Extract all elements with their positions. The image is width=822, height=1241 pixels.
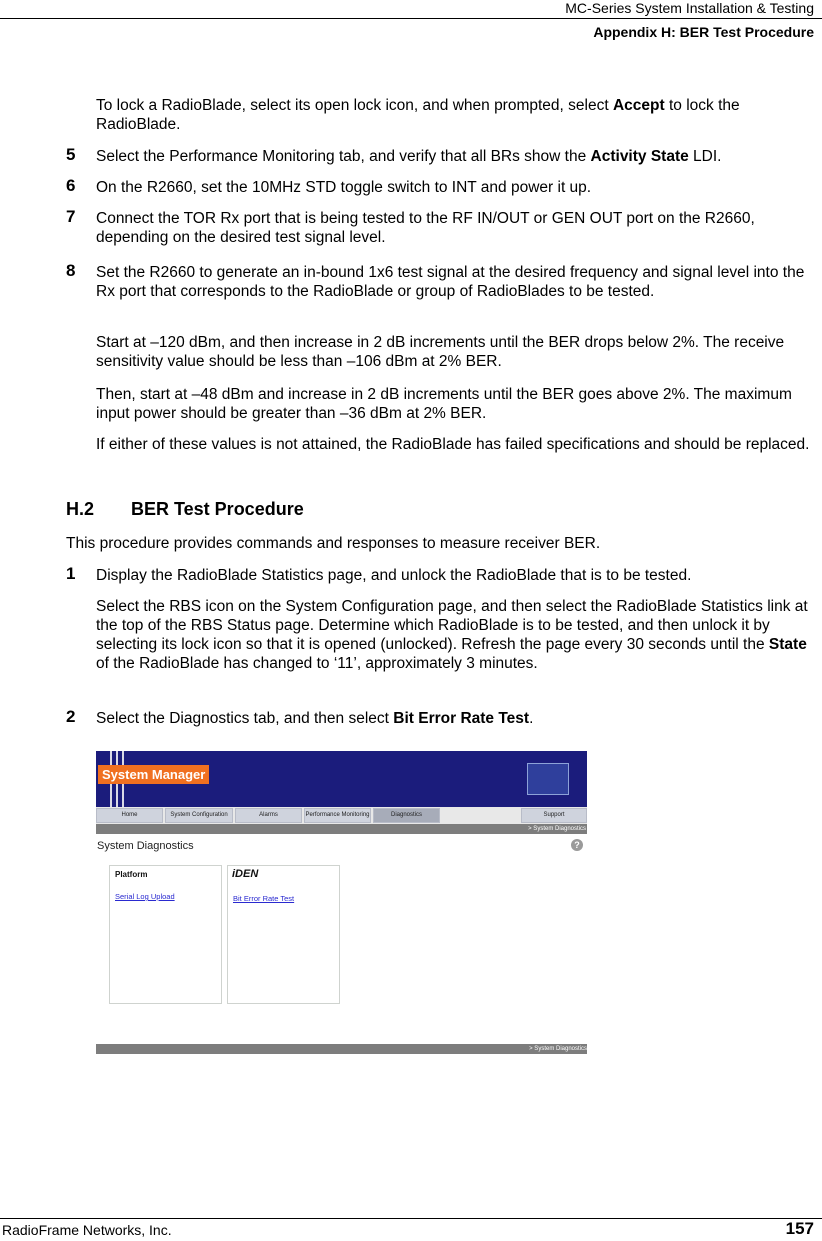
section-step-1-text: Display the RadioBlade Statistics page, and unlock the RadioBlade that is to be tested.: [96, 567, 692, 584]
footer-breadcrumb: > System Diagnostics: [96, 1044, 587, 1054]
step-5-text: Select the Performance Monitoring tab, and verify that all BRs show the Activity State LDI.: [96, 148, 722, 165]
platform-title: Platform: [115, 870, 148, 879]
section-intro: This procedure provides commands and responses to measure receiver BER.: [66, 535, 601, 552]
serial-log-upload-link[interactable]: Serial Log Upload: [115, 892, 175, 901]
section-number: H.2: [66, 499, 95, 519]
help-icon[interactable]: ?: [571, 839, 583, 851]
step-8-max-power-paragraph: Then, start at –48 dBm and increase in 2 dB increments until the BER goes above 2%. The maximum input power should be greater than –36 dBm at 2% BER.: [96, 386, 792, 422]
iden-logo: iDEN: [232, 868, 259, 880]
step-8-sensitivity-paragraph: Start at –120 dBm, and then increase in 2 dB increments until the BER drops below 2%. The receive sensitivity value should be less than –106 dBm at 2% BER.: [96, 334, 785, 370]
nav-tabs: [96, 807, 587, 824]
step-6-text: On the R2660, set the 10MHz STD toggle switch to INT and power it up.: [96, 179, 592, 196]
step-8-number: 8: [66, 261, 76, 280]
tab-performance-monitoring[interactable]: Performance Monitoring: [304, 808, 371, 823]
iden-panel: [227, 865, 340, 1004]
tab-system-configuration[interactable]: System Configuration: [165, 808, 233, 823]
section-step-2-text: Select the Diagnostics tab, and then select Bit Error Rate Test.: [96, 710, 534, 727]
tab-alarms[interactable]: Alarms: [235, 808, 302, 823]
lock-paragraph: To lock a RadioBlade, select its open lock icon, and when prompted, select Accept to lock the RadioBlade.: [96, 97, 740, 133]
step-8-text: Set the R2660 to generate an in-bound 1x6 test signal at the desired frequency and signal level into the Rx port that corresponds to the RadioBlade or group of RadioBlades to be tested.: [96, 264, 805, 300]
system-manager-screenshot: [96, 751, 587, 1054]
section-title: BER Test Procedure: [131, 499, 304, 519]
tab-home[interactable]: Home: [96, 808, 163, 823]
app-logo-icon: [527, 763, 569, 795]
page-number: 157: [785, 1219, 814, 1238]
step-7-text: Connect the TOR Rx port that is being tested to the RF IN/OUT or GEN OUT port on the R2660, depending on the desired test signal level.: [96, 210, 755, 246]
section-step-1-detail: Select the RBS icon on the System Configuration page, and then select the RadioBlade Statistics link at the top of the RBS Status page. Determine which RadioBlade is to be tested, and then unlock it by selecting its lock icon so that it is opened (unlocked). Refresh the page every 30 seconds until the State of the RadioBlade has changed to ‘11’, approximately 3 minutes.: [96, 598, 808, 672]
document-title: MC-Series System Installation & Testing: [565, 0, 814, 16]
app-title: System Manager: [98, 765, 209, 784]
platform-panel: [109, 865, 222, 1004]
breadcrumb: > System Diagnostics: [96, 824, 587, 834]
tab-support[interactable]: Support: [521, 808, 587, 823]
footer-rule: [0, 1218, 822, 1219]
step-6-number: 6: [66, 176, 76, 195]
section-step-2-number: 2: [66, 707, 76, 726]
step-7-number: 7: [66, 207, 76, 226]
appendix-title: Appendix H: BER Test Procedure: [593, 24, 814, 40]
page-title: System Diagnostics: [97, 840, 194, 852]
step-5-number: 5: [66, 145, 76, 164]
bit-error-rate-test-link[interactable]: Bit Error Rate Test: [233, 894, 295, 903]
header-rule: [0, 18, 822, 19]
company-name: RadioFrame Networks, Inc.: [2, 1222, 172, 1238]
tab-diagnostics[interactable]: Diagnostics: [373, 808, 440, 823]
step-8-failure-paragraph: If either of these values is not attained, the RadioBlade has failed specifications and should be replaced.: [96, 436, 810, 453]
section-step-1-number: 1: [66, 564, 76, 583]
